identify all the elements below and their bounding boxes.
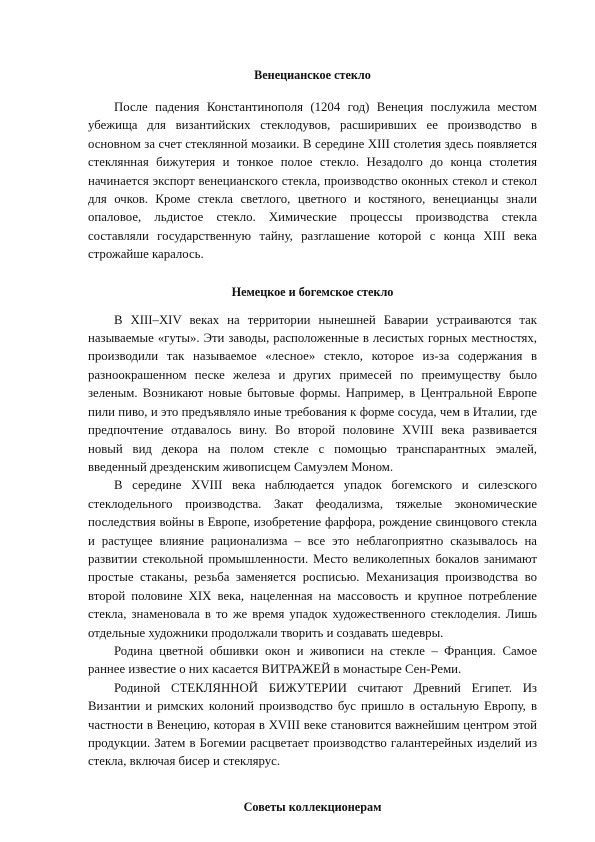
paragraph-stained-glass-france: Родина цветной обшивки окон и живописи на стекле – Франция. Самое раннее известие о них касается ВИТРАЖЕЙ в монастыре Сен-Реми. [88, 643, 537, 677]
paragraph-venetian-glass: После падения Константинополя (1204 год) Венеция послужила местом убежища для византийских стеклодувов, расширивших ее производство в основном за счет стеклянной мозаики. В середине XIII столетия здесь появляется стеклянная бижутерия и тонкое полое стекло. Незадолго до конца столетия начинается экспорт венецианского стекла, производство оконных стекол и стекол для очков. Кроме стекла светлого, цветного и костяного, венецианцы знали опаловое, льдистое стекло. Химические процессы производства стекла составляли государственную тайну, разглашение которой с конца XIII века строжайше каралось. [88, 100, 537, 262]
document-page [88, 66, 537, 816]
paragraph-decline-of-glassmaking: В середине XVIII века наблюдается упадок богемского и силезского стеклодельного производства. Закат феодализма, тяжелые экономические последствия войны в Европе, изобретение фарфора, рождение свинцового стекла и растущее влияние рационализма – все это неблагоприятно сказывалось на развитии стекольной промышленности. Место великолепных бокалов занимают простые стаканы, резьба заменяется росписью. Механизация производства во второй половине XIX века, нацеленная на массовость и крупное потребление стекла, знаменовала в то же время упадок художественного стеклоделия. Лишь отдельные художники продолжали творить и создавать шедевры. [88, 478, 537, 640]
paragraph-bavarian-guts: В XIII–XIV веках на территории нынешней Баварии устраиваются так называемые «гуты». Эти заводы, расположенные в лесистых горных местностях, производили так называемое «лесное» стекло, которое из-за содержания в разноокрашенном песке железа и других примесей по преимуществу было зеленым. Возникают новые бытовые формы. Например, в Центральной Европе пили пиво, и это предъявляло иные требования к форме сосуда, чем в Италии, где предпочтение отдавалось вину. Во второй половине XVIII века развивается новый вид декора на полом стекле с помощью транспарантных эмалей, введенный дрезденским живописцем Самуэлем Моном. [88, 312, 537, 474]
paragraph-glass-jewelry: Родиной СТЕКЛЯННОЙ БИЖУТЕРИИ считают Древний Египет. Из Византии и римских колоний производство бус пришло в остальную Европу, в частности в Венецию, которая в XVIII веке становится важнейшим центром этой продукции. Затем в Богемии расцветает производство галантерейных изделий из стекла, включая бисер и стеклярус. [88, 680, 537, 769]
section-heading-venetian-glass: Венецианское стекло [254, 68, 371, 82]
section-heading-german-bohemian-glass: Немецкое и богемское стекло [231, 284, 394, 299]
section-heading-collector-tips: Советы коллекционерам [243, 799, 382, 814]
